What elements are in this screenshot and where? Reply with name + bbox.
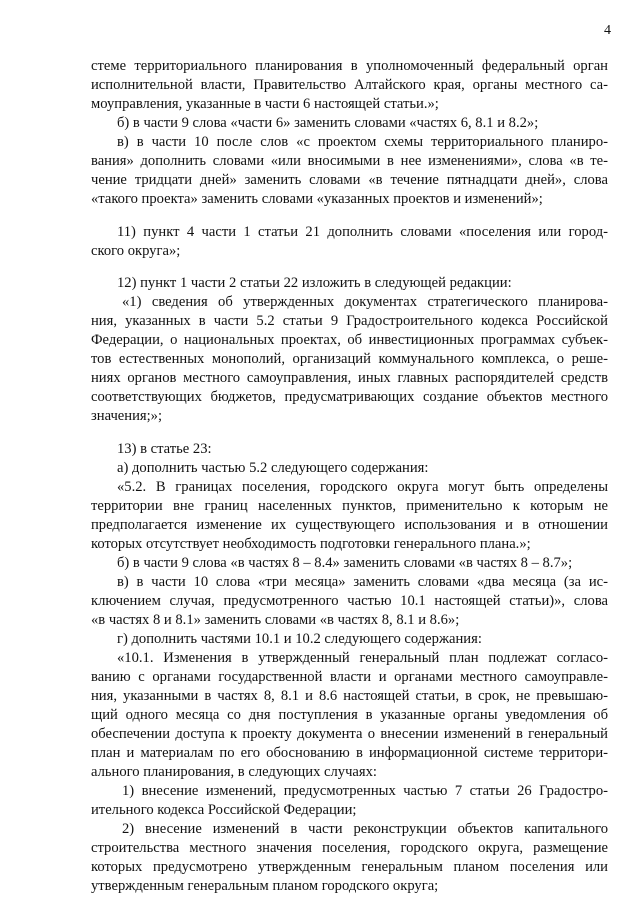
text-line: территории вне границ населенных пунктов, применительно к которым не <box>91 498 608 514</box>
text-line: «5.2. В границах поселения, городского округа могут быть определены <box>117 479 608 495</box>
text-line: ния, указанных в части 5.2 статьи 9 Градостроительного кодекса Российской <box>91 313 608 329</box>
text-line: ния, указанными в частях 8, 8.1 и 8.6 настоящей статьи, в срок, не превышаю- <box>91 688 608 704</box>
text-line: моуправления, указанные в части 6 настоящей статьи.»; <box>91 96 439 112</box>
text-line: утвержденным генеральным планом городского округа; <box>91 878 439 894</box>
text-line: ского округа»; <box>91 243 181 259</box>
text-line: тов естественных монополий, организаций коммунального комплекса, о реше- <box>91 351 608 367</box>
text-line: обеспечении доступа к проекту документа о внесении изменений в генеральный <box>91 726 608 742</box>
text-line: 13) в статье 23: <box>117 441 212 457</box>
text-line: б) в части 9 слова «части 6» заменить словами «частях 6, 8.1 и 8.2»; <box>117 115 539 131</box>
text-line: Федерации, о национальных проектах, об инвестиционных программах субъек- <box>91 332 608 348</box>
text-line: в) в части 10 после слов «с проектом схемы территориального планиро- <box>117 134 608 150</box>
text-line: строительства местного значения поселения, городского округа, размещение <box>91 840 608 856</box>
text-line: ального планирования, в следующих случаях: <box>91 764 377 780</box>
text-line: «такого проекта» заменить словами «указанных проектов и изменений»; <box>91 191 543 207</box>
text-line: план и материалам по его обоснованию в информационной системе территори- <box>91 745 608 761</box>
text-line: «1) сведения об утвержденных документах стратегического планирова- <box>122 294 608 310</box>
text-line: исполнительной власти, Правительство Алтайского края, органы местного са- <box>91 77 608 93</box>
text-line: щий одного месяца со дня поступления в указанные органы уведомления об <box>91 707 608 723</box>
text-line: г) дополнить частями 10.1 и 10.2 следующего содержания: <box>117 631 482 647</box>
text-line: чение тридцати дней» заменить словами «в течение пятнадцати дней», слова <box>91 172 608 188</box>
text-line: б) в части 9 слова «в частях 8 – 8.4» заменить словами «в частях 8 – 8.7»; <box>117 555 573 571</box>
text-line: соответствующих бюджетов, предусматривающих создание объектов местного <box>91 389 608 405</box>
text-line: которых предусмотрено утвержденным генеральным планом поселения или <box>91 859 608 875</box>
text-line: а) дополнить частью 5.2 следующего содержания: <box>117 460 429 476</box>
text-line: 2) внесение изменений в части реконструкции объектов капитального <box>122 821 608 837</box>
page-number: 4 <box>604 23 611 38</box>
text-line: ванию с органами государственной власти и органами местного самоуправле- <box>91 669 608 685</box>
text-line: вания» дополнить словами «или вносимыми в нее изменениями», слова «в те- <box>91 153 608 169</box>
text-line: в) в части 10 слова «три месяца» заменить словами «два месяца (за ис- <box>117 574 608 590</box>
text-line: которых отсутствует необходимость подготовки генерального плана.»; <box>91 536 531 552</box>
text-line: значения;»; <box>91 408 163 424</box>
text-line: «10.1. Изменения в утвержденный генеральный план подлежат согласо- <box>117 650 608 666</box>
text-line: 12) пункт 1 части 2 статьи 22 изложить в следующей редакции: <box>117 275 512 291</box>
text-line: 1) внесение изменений, предусмотренных частью 7 статьи 26 Градостро- <box>122 783 608 799</box>
text-line: «в частях 8 и 8.1» заменить словами «в частях 8, 8.1 и 8.6»; <box>91 612 460 628</box>
text-line: ниях органов местного самоуправления, иных главных распорядителей средств <box>91 370 608 386</box>
text-line: 11) пункт 4 части 1 статьи 21 дополнить словами «поселения или город- <box>117 224 608 240</box>
text-line: ключением случая, предусмотренного частью 10.1 настоящей статьи)», слова <box>91 593 608 609</box>
text-line: ительного кодекса Российской Федерации; <box>91 802 357 818</box>
text-line: предполагается изменение их существующего использования и в отношении <box>91 517 608 533</box>
text-line: стеме территориального планирования в уполномоченный федеральный орган <box>91 58 608 74</box>
